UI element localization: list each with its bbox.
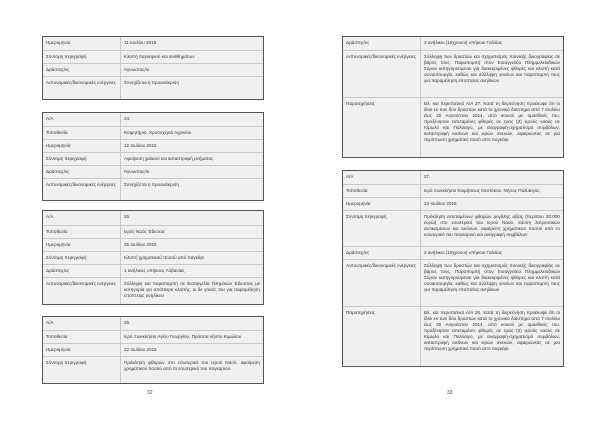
table-row — [43, 37, 263, 50]
row-value: 26. — [124, 320, 131, 325]
row-label: Σύντομη περιγραφή — [43, 153, 121, 165]
row-value: 23 Ιουλίου 2015 — [424, 201, 457, 206]
row-value: Συνεχίζεται η προανάκριση — [124, 80, 180, 85]
row-label: Παρατηρήσεις — [343, 307, 421, 366]
table-row — [43, 238, 263, 251]
table-row — [43, 178, 263, 200]
table-row — [43, 126, 263, 139]
row-label: Α/Α — [343, 171, 421, 184]
row-value: Άγνωστος/οι — [124, 169, 150, 174]
row-value: Άγνωστος/οι — [124, 67, 150, 72]
row-value: 27. — [424, 174, 431, 179]
page-number-right: 33 — [447, 390, 453, 396]
row-label: Αστυνομικές/δικονομικές ενέργειες — [43, 179, 121, 200]
row-label: Σύντομη περιγραφή — [43, 357, 121, 383]
row-value: Κλοπή παγκαριού και αναθημάτων — [124, 54, 195, 59]
table-row — [43, 63, 263, 76]
row-label: Τοποθεσία — [343, 185, 421, 197]
table-row — [43, 225, 263, 238]
row-value: Σύλληψη και παραπομπή σε Εισαγγελία Πλημ/κών Έδεσσας με κατηγορία για απόπειρα κλοπής, οι δε γονείς του για παραμέληση εποπτείας ανηλίκου — [124, 281, 260, 298]
row-value: Σύλληψη των δραστών και σχηματισμός ποινικής δικογραφίας σε βάρος τους. Παραπομπή στον Εισαγγελέα Πλημμελειοδικών Σύρου κατηγορούμενοι για διακεκριμένες φθορές και κλοπή κατά συναυτουργία, καθώς και σύλληψη γονέων και παραπομπή τους για παραμέληση εποπτείας ανηλίκων — [424, 263, 560, 292]
row-label: Τοποθεσία — [43, 226, 121, 238]
row-value: Πρόκληση εκτεταμένων φθορών μεγάλης αξίας (περίπου 30.000 ευρώ) στο εσωτερικό του Ιερού Ναού, καύση λατρευτικών αντικειμένων και εικόνων, αφαίρεση χρηματικού ποσού από το εσωτερικό του παγκαριού και αναγραφή συμβόλων — [424, 214, 560, 237]
page-number-left: 32 — [147, 390, 153, 396]
row-label: Δράστης/ες — [343, 37, 421, 50]
row-label: Σύντομη περιγραφή — [43, 252, 121, 264]
incident-table — [42, 210, 264, 305]
row-label: Τοποθεσία — [43, 331, 121, 343]
row-value: Αφαίρεση χαλκού και καταστροφή μνήματος — [124, 156, 214, 161]
table-row — [343, 171, 563, 184]
row-label: Σύντομη περιγραφή — [343, 211, 421, 246]
table-row — [43, 152, 263, 165]
table-row — [43, 251, 263, 264]
table-row — [343, 197, 563, 210]
row-value: 1 ανήλικος υπήκοος Αλβανίας — [124, 268, 185, 273]
table-row — [343, 259, 563, 306]
row-label: Α/Α — [43, 113, 121, 126]
table-row — [343, 37, 563, 50]
row-label: Ημερομηνία — [343, 198, 421, 210]
row-value: 11 Ιουλίου 2015 — [124, 40, 157, 45]
row-value: 22 Ιουλίου 2015 — [124, 347, 157, 352]
row-value: Ιερό Ξωκκλήσιο Αγίου Γεωργίου, Πράσσα νήσου Κιμώλου — [124, 334, 242, 339]
row-value: Κλοπή χρηματικού ποσού από παγκάρι — [124, 255, 205, 260]
row-value: Ιερό Ξωκκλήσιο Κοιμήσεως Θεοτόκου, Νήσος Πολύαιγος — [424, 188, 540, 193]
row-label: Τοποθεσία — [43, 127, 121, 139]
row-value: Συνεχίζεται η προανάκριση — [124, 182, 180, 187]
row-label: Αστυνομικές/δικονομικές ενέργειες — [343, 51, 421, 97]
table-row — [43, 50, 263, 63]
incident-table — [42, 316, 264, 384]
row-value: 12 Ιουλίου 2015 — [124, 143, 157, 148]
row-label: Δράστης/ες — [343, 247, 421, 259]
table-row — [43, 264, 263, 277]
table-row — [43, 211, 263, 225]
row-label: Ημερομηνία — [43, 344, 121, 356]
row-label: Δράστης/ες — [43, 265, 121, 277]
table-row — [343, 246, 563, 259]
table-row — [343, 184, 563, 197]
row-value: Ιερός Ναός Έδεσσα — [124, 229, 165, 234]
table-row — [43, 330, 263, 343]
row-value: 2 ανήλικοι (16χρονοι) υπήκοοι Γαλλίας — [424, 250, 503, 255]
incident-table — [342, 36, 564, 158]
row-label: Α/Α — [43, 211, 121, 225]
incident-table — [42, 36, 264, 100]
row-label: Αστυνομικές/δικονομικές ενέργειες — [43, 278, 121, 304]
row-value: 2 ανήλικοι (16χρονοι) υπήκοοι Γαλλίας — [424, 40, 503, 45]
row-value: 25 Ιουλίου 2015 — [124, 242, 157, 247]
row-value: Κοιμητήριο, Χρυσοχεριά Αγρινίου — [124, 130, 192, 135]
table-row — [43, 317, 263, 330]
row-value: Βλ. και περιστατικό Α/Α 27. Κατά τη διερεύνηση προέκυψε ότι οι ίδιοι εκ των δύο δραστών κατά το χρονικό διάστημα από 7 Ιουλίου έως 20 Αυγούστου 2014, από κοινού με ομοεθνείς του, προξένησαν εκτεταμένες φθορές σε τρεις (3) ιερούς ναούς σε Κίμωλο και Πολύαιγο, με αναγραφή-σχηματισμό συμβόλων, καταστροφή εικόνων και ιερών σκευών, αφαιρώντας σε μια περίπτωση χρηματικό ποσό από παγκάρι. — [424, 101, 560, 142]
row-label: Παρατηρήσεις — [343, 98, 421, 157]
row-label: Ημερομηνία — [43, 140, 121, 152]
row-label: Δράστης/ες — [43, 166, 121, 178]
incident-table — [42, 112, 264, 201]
row-value: 24. — [124, 116, 131, 121]
row-label: Δράστης/ες — [43, 64, 121, 76]
table-row — [343, 210, 563, 246]
incident-table — [342, 170, 564, 367]
table-row — [43, 165, 263, 178]
table-row — [43, 356, 263, 383]
row-label: Ημερομηνία — [43, 37, 121, 50]
table-row — [343, 97, 563, 157]
row-value: 25. — [124, 214, 131, 219]
table-row — [343, 306, 563, 366]
row-value: Πρόκληση φθορών στο εσωτερικό του Ιερού Ναού, αφαίρεση χρηματικού ποσού από το εσωτερικό του παγκαριού — [124, 360, 260, 371]
row-label: Σύντομη περιγραφή — [43, 51, 121, 63]
row-label: Αστυνομικές/δικονομικές ενέργειες — [343, 260, 421, 306]
table-row — [43, 76, 263, 99]
row-label: Αστυνομικές/δικονομικές ενέργειες — [43, 77, 121, 99]
row-value: Βλ. και περιστατικό Α/Α 26. Κατά τη διερεύνηση προέκυψε ότι οι ίδιοι εκ των δύο δραστών κατά το χρονικό διάστημα από 7 Ιουλίου έως 20 Αυγούστου 2014, από κοινού με ομοεθνείς του, προξένησαν εκτεταμένες φθορές σε τρεις (3) ιερούς ναούς σε Κίμωλο και Πολύαιγο, με αναγραφή-σχηματισμό συμβόλων, καταστροφή εικόνων και ιερών σκευών, αφαιρώντας σε μια περίπτωση χρηματικό ποσό από παγκάρι. — [424, 310, 560, 351]
row-label: Ημερομηνία — [43, 239, 121, 251]
row-value: Σύλληψη των δραστών και σχηματισμός ποινικής δικογραφίας σε βάρος τους. Παραπομπή στον Εισαγγελέα Πλημμελειοδικών Σύρου κατηγορούμενοι για διακεκριμένες φθορές και κλοπή κατά συναυτουργία, καθώς και σύλληψη γονέων και παραπομπή τους για παραμέληση εποπτείας ανηλίκων — [424, 54, 560, 83]
table-row — [43, 139, 263, 152]
row-label: Α/Α — [43, 317, 121, 330]
table-row — [343, 50, 563, 97]
table-row — [43, 113, 263, 126]
table-row — [43, 277, 263, 304]
table-row — [43, 343, 263, 356]
